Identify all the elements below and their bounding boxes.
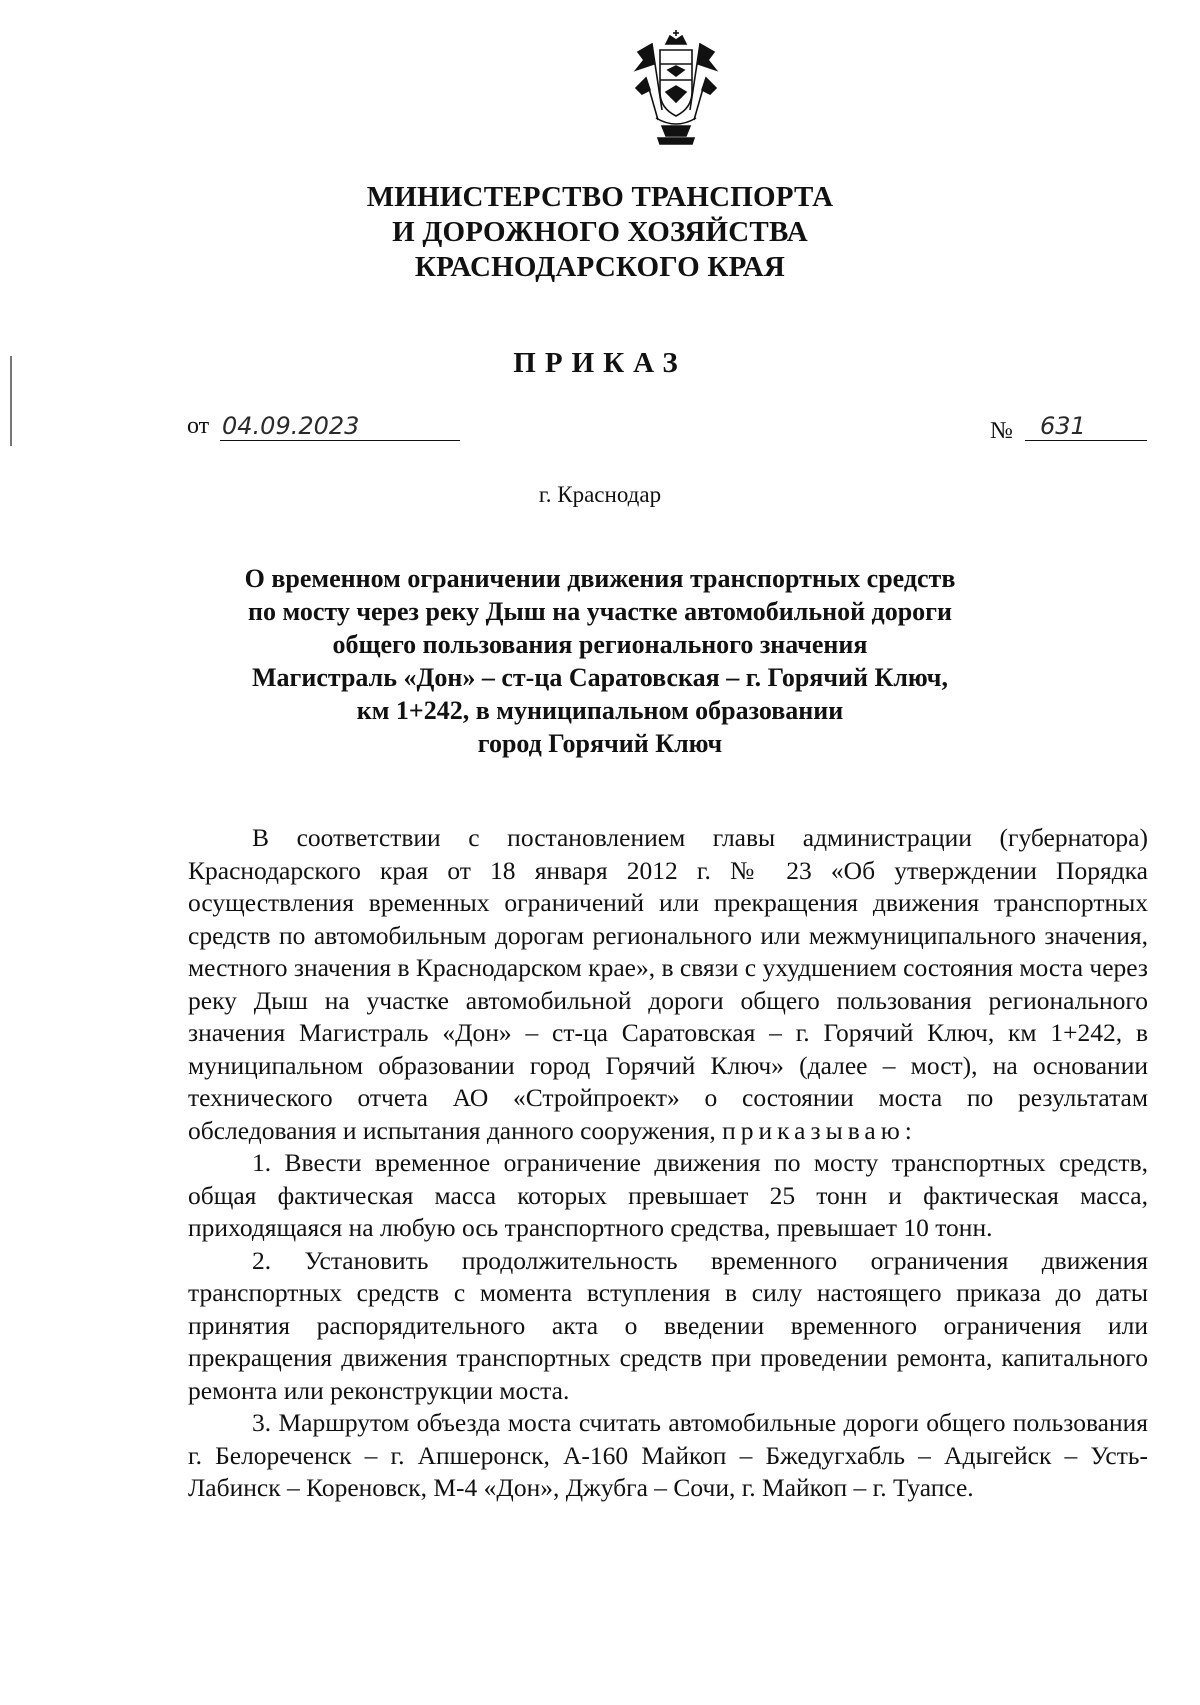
preamble-paragraph <box>188 822 1148 1147</box>
coat-of-arms-icon <box>632 30 720 145</box>
order-word: приказываю: <box>722 1115 917 1145</box>
title-line: город Горячий Ключ <box>477 729 723 758</box>
order-item: 3. Маршрутом объезда моста считать автомобильные дороги общего пользования г. Белореченск – г. Апшеронск, А-160 Майкоп – Бжедугхабль – Адыгейск – Усть-Лабинск – Кореновск, М-4 «Дон», Джубга – Сочи, г. Майкоп – г. Туапсе. <box>188 1408 1148 1502</box>
order-date-handwritten: 04.09.2023 <box>222 412 360 440</box>
document-title <box>230 562 970 760</box>
document-type: ПРИКАЗ <box>513 347 687 379</box>
preamble-text: В соответствии с постановлением главы администрации (губернатора) Краснодарского края от 18 января 2012 г. № 23 «Об утверждении Порядка осуществления временных ограничений или прекращения движения транспортных средств по автомобильным дорогам регионального или межмуниципального значения, местного значения в Краснодарском крае», в связи с ухудшением состояния моста через реку Дыш на участке автомобильной дороги общего пользования регионального значения Магистраль «Дон» – ст-ца Саратовская – г. Горячий Ключ, км 1+242, в муниципальном образовании город Горячий Ключ» (далее – мост), на основании технического отчета АО «Стройпроект» о состоянии моста по результатам обследования и испытания данного сооружения, <box>188 823 1148 1145</box>
ministry-name <box>300 180 900 285</box>
scan-edge-mark <box>10 356 12 446</box>
title-line: по мосту через реку Дыш на участке автомобильной дороги <box>248 597 952 626</box>
title-line: общего пользования регионального значения <box>332 630 868 659</box>
number-prefix: № <box>990 418 1013 444</box>
number-underline <box>1025 440 1147 441</box>
ministry-line-3: КРАСНОДАРСКОГО КРАЯ <box>414 251 786 283</box>
city-name: г. Краснодар <box>538 482 662 507</box>
title-line: Магистраль «Дон» – ст-ца Саратовская – г. Горячий Ключ, <box>252 663 948 692</box>
ministry-line-2: И ДОРОЖНОГО ХОЗЯЙСТВА <box>392 216 808 248</box>
order-item: 2. Установить продолжительность временного ограничения движения транспортных средств с момента вступления в силу настоящего приказа до даты принятия распорядительного акта о введении временного ограничения или прекращения движения транспортных средств при проведении ремонта, капитального ремонта или реконструкции моста. <box>188 1245 1148 1405</box>
date-prefix: от <box>187 413 210 439</box>
title-line: О временном ограничении движения транспортных средств <box>244 564 956 593</box>
document-body <box>188 822 1148 1505</box>
ministry-line-1: МИНИСТЕРСТВО ТРАНСПОРТА <box>366 181 834 213</box>
title-line: км 1+242, в муниципальном образовании <box>356 696 844 725</box>
order-number-handwritten: 631 <box>1040 412 1086 440</box>
order-item: 1. Ввести временное ограничение движения по мосту транспортных средств, общая фактическая масса которых превышает 25 тонн и фактическая масса, приходящаяся на любую ось транспортного средства, превышает 10 тонн. <box>188 1148 1148 1242</box>
date-underline <box>220 440 460 441</box>
